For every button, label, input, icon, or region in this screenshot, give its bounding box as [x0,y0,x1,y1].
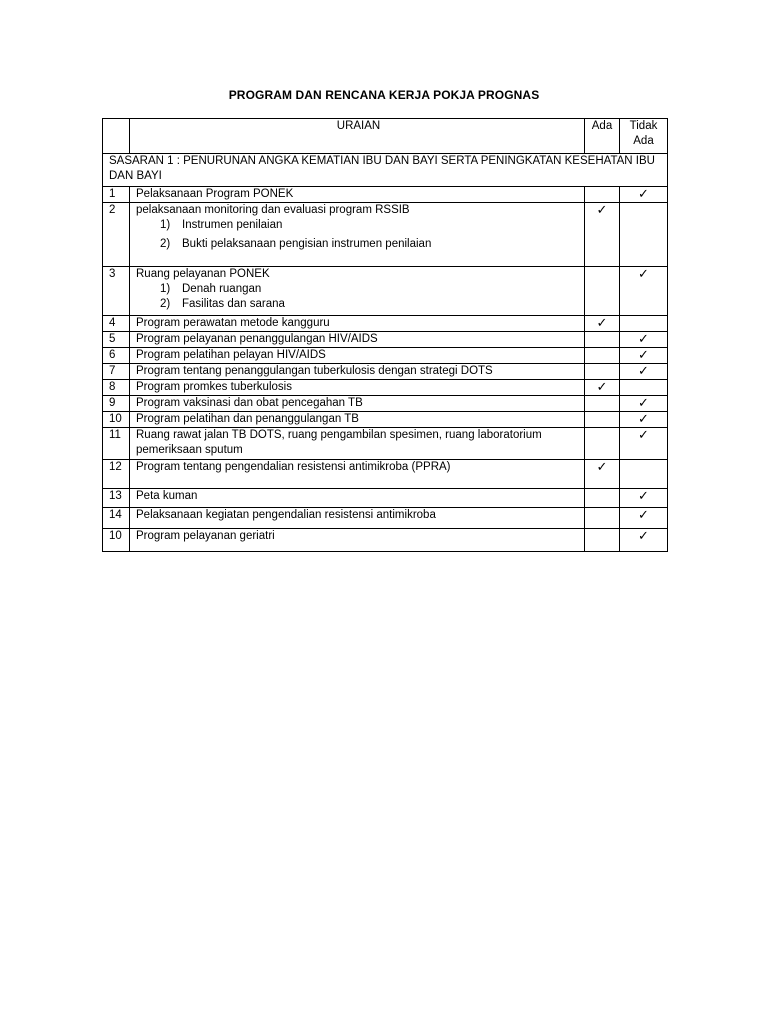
row-text: Ruang rawat jalan TB DOTS, ruang pengambilan spesimen, ruang laboratorium pemeriksaan sputum [136,429,542,456]
row-uraian [130,348,585,364]
row-subitem [136,282,581,297]
check-mark-icon: ✓ [638,489,649,504]
tidak-ada-cell [620,187,668,203]
tidak-ada-cell [620,412,668,428]
row-number: 11 [103,428,130,460]
tidak-ada-cell [620,348,668,364]
subitem-number: 2) [160,298,171,310]
document-title: PROGRAM DAN RENCANA KERJA POKJA PROGNAS [228,88,540,102]
row-number: 8 [103,380,130,396]
check-mark-icon: ✓ [638,348,649,363]
row-number: 13 [103,489,130,508]
row-number: 1 [103,187,130,203]
row-number: 3 [103,267,130,316]
row-number: 2 [103,203,130,267]
check-mark-icon: ✓ [638,332,649,347]
check-mark-icon: ✓ [638,364,649,379]
row-uraian [130,332,585,348]
row-subitem [136,218,581,233]
tidak-ada-cell [620,460,668,489]
ada-cell [585,203,620,267]
header-tidak-ada: Tidak Ada [620,119,668,154]
tidak-ada-cell [620,316,668,332]
row-uraian [130,187,585,203]
row-uraian [130,316,585,332]
row-number: 10 [103,529,130,552]
row-number: 4 [103,316,130,332]
ada-cell [585,529,620,552]
table-row [103,460,668,489]
sasaran-text: SASARAN 1 : PENURUNAN ANGKA KEMATIAN IBU DAN BAYI SERTA PENINGKATAN KESEHATAN IBU DAN BAYI [103,154,668,187]
table-row [103,316,668,332]
row-number: 5 [103,332,130,348]
subitem-number: 2) [160,238,171,250]
row-uraian [130,460,585,489]
table-row [103,332,668,348]
row-number: 14 [103,508,130,529]
row-number: 6 [103,348,130,364]
row-uraian [130,428,585,460]
check-mark-icon: ✓ [596,460,608,475]
table-row [103,203,668,267]
header-uraian: URAIAN [130,119,585,154]
tidak-ada-cell [620,508,668,529]
ada-cell [585,508,620,529]
ada-cell [585,380,620,396]
row-text: Pelaksanaan kegiatan pengendalian resistensi antimikroba [136,509,436,521]
table-row [103,508,668,529]
header-ada: Ada [585,119,620,154]
tidak-ada-cell [620,428,668,460]
sasaran-row [103,154,668,187]
subitem-text: Denah ruangan [182,283,262,295]
tidak-ada-cell [620,332,668,348]
row-subitem [136,237,581,252]
tidak-ada-cell [620,364,668,380]
row-uraian [130,529,585,552]
table-row [103,364,668,380]
row-number: 12 [103,460,130,489]
row-text: Program promkes tuberkulosis [136,381,292,393]
row-uraian [130,267,585,316]
row-text: Pelaksanaan Program PONEK [136,188,294,200]
check-mark-icon: ✓ [638,396,649,411]
table-row [103,380,668,396]
ada-cell [585,364,620,380]
row-text: Program pelayanan geriatri [136,530,275,542]
table-row [103,428,668,460]
ada-cell [585,396,620,412]
table-header-row [103,119,668,154]
subitem-number: 1) [160,283,171,295]
checklist-table [102,118,668,552]
row-uraian [130,412,585,428]
ada-cell [585,332,620,348]
ada-cell [585,412,620,428]
ada-cell [585,316,620,332]
row-text: pelaksanaan monitoring dan evaluasi program RSSIB [136,204,410,216]
row-uraian [130,396,585,412]
table-row [103,187,668,203]
check-mark-icon: ✓ [638,267,649,282]
subitem-number: 1) [160,219,171,231]
check-mark-icon: ✓ [638,412,649,427]
check-mark-icon: ✓ [638,187,649,202]
row-number: 9 [103,396,130,412]
table-row [103,396,668,412]
table-row [103,348,668,364]
row-number: 10 [103,412,130,428]
row-uraian [130,203,585,267]
table-row [103,529,668,552]
row-text: Program tentang penanggulangan tuberkulosis dengan strategi DOTS [136,365,493,377]
row-text: Program pelayanan penanggulangan HIV/AIDS [136,333,378,345]
table-row [103,412,668,428]
row-subitem [136,297,581,312]
tidak-ada-cell [620,489,668,508]
row-text: Program pelatihan pelayan HIV/AIDS [136,349,326,361]
header-no-cell [103,119,130,154]
check-mark-icon: ✓ [638,508,649,523]
check-mark-icon: ✓ [596,203,608,218]
check-mark-icon: ✓ [596,380,608,395]
row-text: Ruang pelayanan PONEK [136,268,270,280]
tidak-ada-cell [620,267,668,316]
table-row [103,489,668,508]
row-text: Program vaksinasi dan obat pencegahan TB [136,397,363,409]
tidak-ada-cell [620,396,668,412]
ada-cell [585,187,620,203]
ada-cell [585,489,620,508]
table-row [103,267,668,316]
tidak-ada-cell [620,203,668,267]
check-mark-icon: ✓ [596,316,608,331]
ada-cell [585,460,620,489]
check-mark-icon: ✓ [638,428,649,443]
row-uraian [130,508,585,529]
ada-cell [585,348,620,364]
ada-cell [585,428,620,460]
row-text: Program pelatihan dan penanggulangan TB [136,413,359,425]
subitem-text: Bukti pelaksanaan pengisian instrumen penilaian [182,238,432,250]
row-text: Program perawatan metode kangguru [136,317,330,329]
row-text: Peta kuman [136,490,198,502]
tidak-ada-cell [620,529,668,552]
subitem-text: Fasilitas dan sarana [182,298,285,310]
row-uraian [130,489,585,508]
row-uraian [130,364,585,380]
row-text: Program tentang pengendalian resistensi antimikroba (PPRA) [136,461,451,473]
row-number: 7 [103,364,130,380]
ada-cell [585,267,620,316]
tidak-ada-cell [620,380,668,396]
subitem-text: Instrumen penilaian [182,219,283,231]
check-mark-icon: ✓ [638,529,649,544]
row-uraian [130,380,585,396]
